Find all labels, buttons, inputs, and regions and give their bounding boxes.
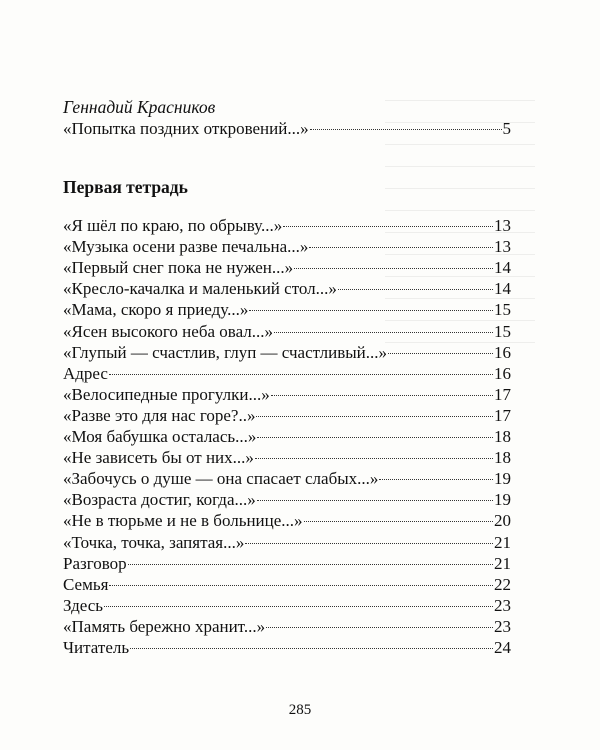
toc-entry	[63, 489, 511, 511]
toc-entry-title: Семья	[63, 574, 109, 594]
toc-entry-title: «Разве это для нас горе?..»	[63, 405, 256, 425]
toc-entry-title: «Я шёл по краю, по обрыву...»	[63, 216, 283, 235]
toc-entry-title: «Музыка осени разве печальна...»	[63, 237, 309, 257]
toc-entry-page: 23	[494, 595, 511, 615]
toc-entry	[63, 299, 511, 321]
toc-entry-title: «Забочусь о душе — она спасает слабых...»	[63, 469, 379, 489]
author-name: Геннадий Красников	[63, 97, 216, 117]
toc-entry-page: 15	[494, 321, 511, 341]
page-number: 285	[288, 702, 312, 718]
toc-entry-title: «Не зависеть бы от них...»	[63, 448, 254, 468]
toc-entry-title: Читатель	[63, 638, 130, 657]
toc-entry-title: «Не в тюрьме и не в больнице...»	[63, 511, 303, 531]
toc-entry-page: 14	[494, 258, 511, 278]
dot-leader	[130, 648, 493, 649]
toc-entry	[63, 236, 511, 258]
toc-entry-page: 15	[494, 300, 511, 320]
toc-entry	[63, 532, 511, 554]
dot-leader	[388, 353, 493, 354]
dot-leader	[271, 395, 493, 396]
toc-entry-page: 18	[494, 448, 511, 468]
dot-leader	[304, 521, 493, 522]
dot-leader	[245, 543, 493, 544]
dot-leader	[109, 585, 493, 586]
toc-entry-page: 13	[494, 216, 511, 235]
toc-entry	[63, 574, 511, 596]
toc-entry-title: «Первый снег пока не нужен...»	[63, 258, 294, 278]
toc-entry-page: 14	[494, 279, 511, 299]
dot-leader	[249, 310, 493, 311]
dot-leader	[283, 226, 493, 227]
toc-entry-title: «Ясен высокого неба овал...»	[63, 321, 273, 341]
dot-leader	[309, 247, 493, 248]
toc-entry	[63, 468, 511, 490]
dot-leader	[256, 416, 493, 417]
dot-leader	[379, 479, 493, 480]
toc-entry	[63, 363, 511, 385]
toc-entry-page: 24	[494, 638, 511, 657]
toc-entry-page: 19	[494, 490, 511, 510]
dot-leader	[310, 129, 502, 130]
toc-entry-page: 19	[494, 469, 511, 489]
dot-leader	[255, 458, 493, 459]
toc-entry-page: 21	[494, 532, 511, 552]
toc-entry-title: «Мама, скоро я приеду...»	[63, 300, 249, 320]
toc-entry-title: «Глупый — счастлив, глуп — счастливый...»	[63, 342, 388, 362]
toc-entry-title: «Память бережно хранит...»	[63, 616, 266, 636]
dot-leader	[257, 500, 493, 501]
toc-entry-page: 16	[494, 363, 511, 383]
toc-entry-page: 20	[494, 511, 511, 531]
dot-leader	[104, 606, 493, 607]
dot-leader	[257, 437, 493, 438]
dot-leader	[294, 268, 493, 269]
toc-entry	[63, 553, 511, 575]
toc-entry-title: «Моя бабушка осталась...»	[63, 427, 257, 446]
toc-entry	[63, 278, 511, 300]
toc-entry-page: 17	[494, 384, 511, 404]
toc-entry	[63, 637, 511, 659]
toc-entry-page: 13	[494, 237, 511, 257]
toc-entry	[63, 257, 511, 279]
toc-entry-page: 21	[494, 553, 511, 573]
dot-leader	[274, 332, 493, 333]
toc-entry-preface	[63, 118, 511, 140]
toc-entry-title: Адрес	[63, 363, 108, 383]
toc-entry-page: 22	[494, 574, 511, 594]
toc-entry	[63, 405, 511, 427]
toc-entry-title: «Попытка поздних откровений...»	[63, 119, 309, 138]
toc-entry	[63, 342, 511, 364]
toc-entry	[63, 510, 511, 532]
toc-entry-title: «Возраста достиг, когда...»	[63, 490, 256, 510]
toc-entry-page: 17	[494, 405, 511, 425]
dot-leader	[128, 564, 493, 565]
section-title: Первая тетрадь	[63, 177, 188, 197]
dot-leader	[338, 289, 493, 290]
toc-entry-title: «Велосипедные прогулки...»	[63, 384, 270, 404]
toc-entry-title: «Кресло-качалка и маленький стол...»	[63, 279, 337, 299]
toc-entry-page: 18	[494, 427, 511, 446]
toc-entry	[63, 595, 511, 617]
toc-entry-title: Разговор	[63, 553, 127, 573]
toc-entry	[63, 321, 511, 343]
toc-entry	[63, 426, 511, 448]
dot-leader	[266, 627, 493, 628]
toc-entry-title: Здесь	[63, 595, 104, 615]
toc-entry-page: 23	[494, 616, 511, 636]
toc-entry-page: 5	[502, 119, 511, 138]
toc-entry	[63, 616, 511, 638]
toc-entry	[63, 384, 511, 406]
toc-entry-title: «Точка, точка, запятая...»	[63, 532, 245, 552]
dot-leader	[109, 374, 493, 375]
toc-entry	[63, 447, 511, 469]
toc-entry	[63, 215, 511, 237]
toc-entry-page: 16	[494, 342, 511, 362]
